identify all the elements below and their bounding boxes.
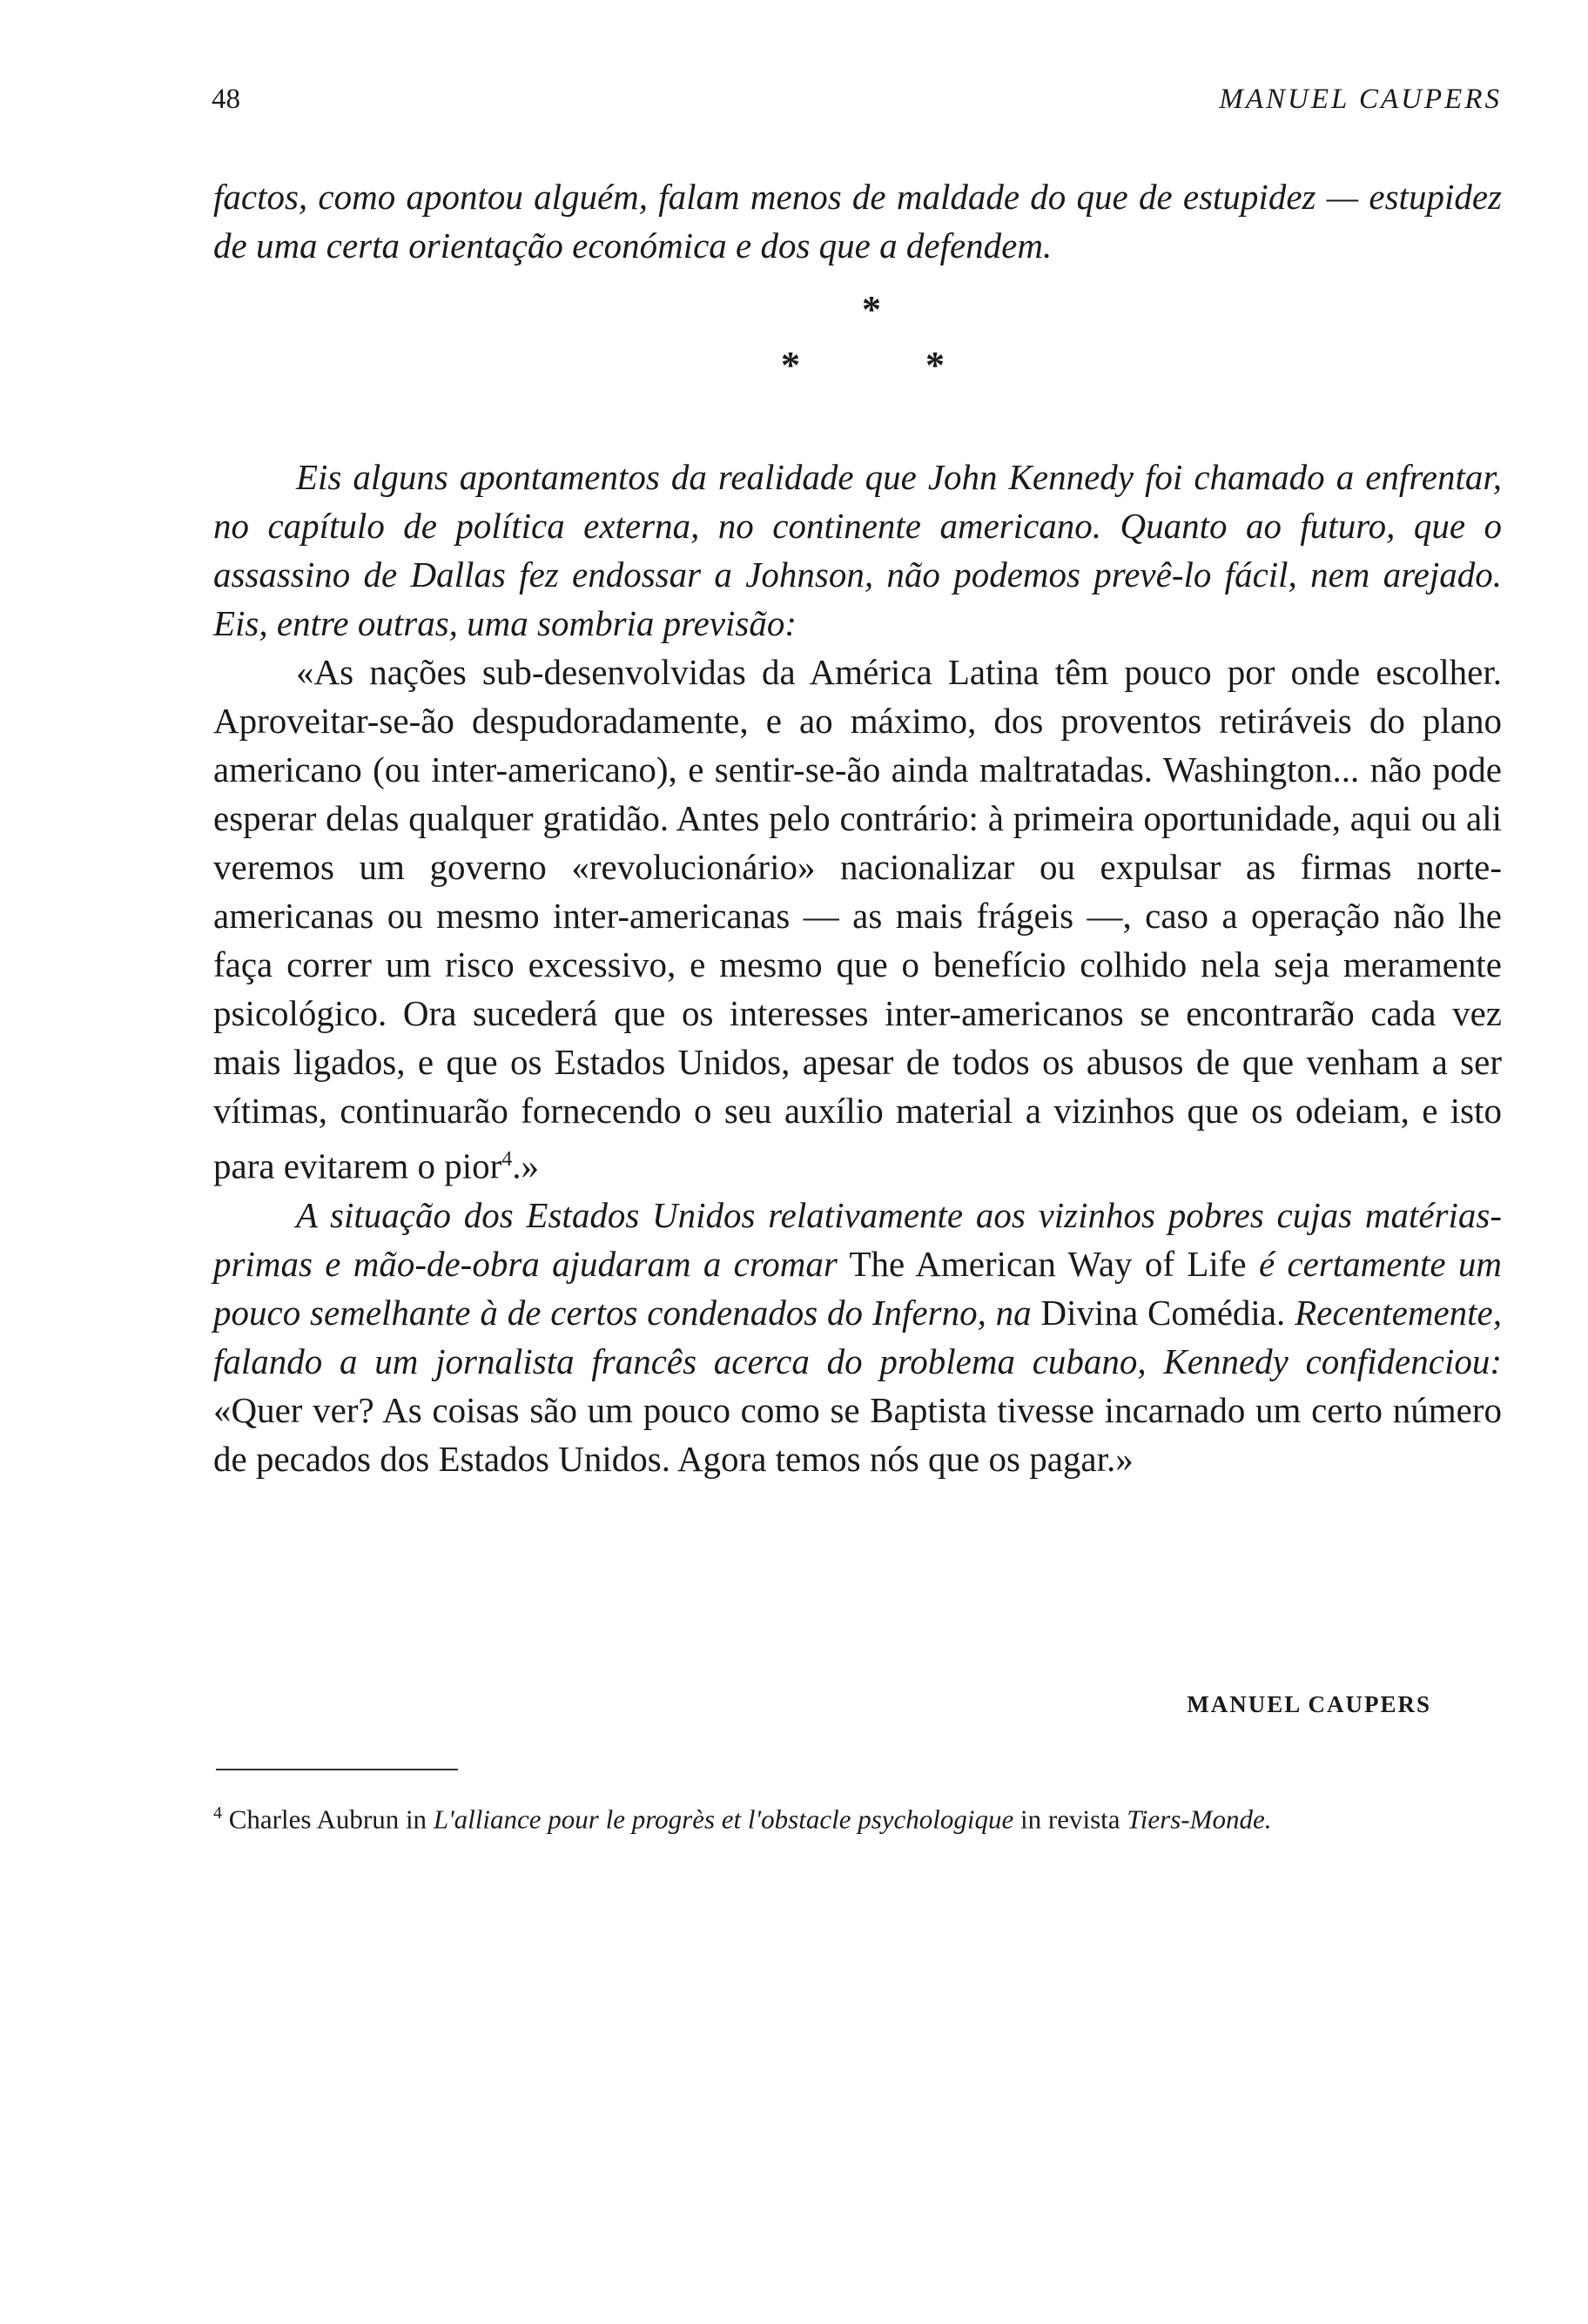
paragraph-intro: Eis alguns apontamentos da realidade que John Kennedy foi chamado a enfrentar, no capítulo de política externa, no continente americano. Quanto ao futuro, que o assassino de Dallas fez endossar a Johnson, não podemos prevê-lo fácil, nem arejado. Eis, entre outras, uma sombria previsão: <box>213 457 1502 643</box>
paragraph-conclusion <box>213 1191 1502 1483</box>
footnote-divider <box>216 1769 458 1770</box>
asterism-star: * <box>862 288 881 331</box>
footnote-number: 4 <box>213 1803 222 1823</box>
conclusion-part: A situação dos Estados Unidos relativamente aos vizinhos pobres cujas matérias-primas e mão-de-obra ajudaram a cromar <box>213 1194 1502 1284</box>
conclusion-roman: The American Way of Life <box>849 1243 1247 1284</box>
footnote-author: Charles Aubrun in <box>228 1803 427 1835</box>
body-text <box>213 172 1502 1483</box>
conclusion-part: é certamente um pouco semelhante à de certos condenados do Inferno, na <box>213 1243 1502 1333</box>
page-header <box>212 80 1502 118</box>
footnote-reference: 4 <box>501 1148 513 1171</box>
quote-text: «As nações sub-desenvolvidas da América Latina têm pouco por onde escolher. Aproveitar-se-ão despudoradamente, e ao máximo, dos proventos retiráveis do plano americano (ou inter-americano), e sentir-se-ão ainda maltratadas. Washington... não pode esperar delas qualquer gratidão. Antes pelo contrário: à primeira oportunidade, aqui ou ali veremos um governo «revolucionário» nacionalizar ou expulsar as firmas norte-americanas ou mesmo inter-americanas — as mais frágeis —, caso a operação não lhe faça correr um risco excessivo, e mesmo que o benefício colhido nela seja meramente psicológico. Ora sucederá que os interesses inter-americanos se encontrarão cada vez mais ligados, e que os Estados Unidos, apesar de todos os abusos de que venham a ser vítimas, continuarão fornecendo o seu auxílio material a vizinhos que os odeiam, e isto para evitarem o pior <box>213 652 1502 1186</box>
section-asterism <box>213 280 1502 446</box>
quote-closing: .» <box>512 1145 540 1186</box>
author-signature: MANUEL CAUPERS <box>1187 1691 1431 1717</box>
paragraph-continuation: factos, como apontou alguém, falam menos de maldade do que de estupidez — estupidez de uma certa orientação económica e dos que a defendem. <box>213 177 1502 265</box>
footnote-work: L'alliance pour le progrès et l'obstacle psychologique <box>433 1803 1014 1835</box>
footnote <box>213 1793 1502 1839</box>
asterism-star: * <box>781 344 800 386</box>
conclusion-roman: Divina Comédia. <box>1040 1292 1286 1333</box>
block-quote <box>213 648 1502 1191</box>
conclusion-part: Recentemente, falando a um jornalista francês acerca do problema cubano, Kennedy confidenciou: <box>213 1292 1502 1381</box>
footnote-journal: Tiers-Monde. <box>1127 1803 1272 1835</box>
page-number: 48 <box>212 84 240 115</box>
running-title: MANUEL CAUPERS <box>1219 84 1502 115</box>
kennedy-quote: «Quer ver? As coisas são um pouco como se Baptista tivesse incarnado um certo número de pecados dos Estados Unidos. Agora temos nós que os pagar.» <box>213 1389 1502 1479</box>
footnote-mid: in revista <box>1020 1803 1120 1835</box>
asterism-star: * <box>925 344 945 386</box>
